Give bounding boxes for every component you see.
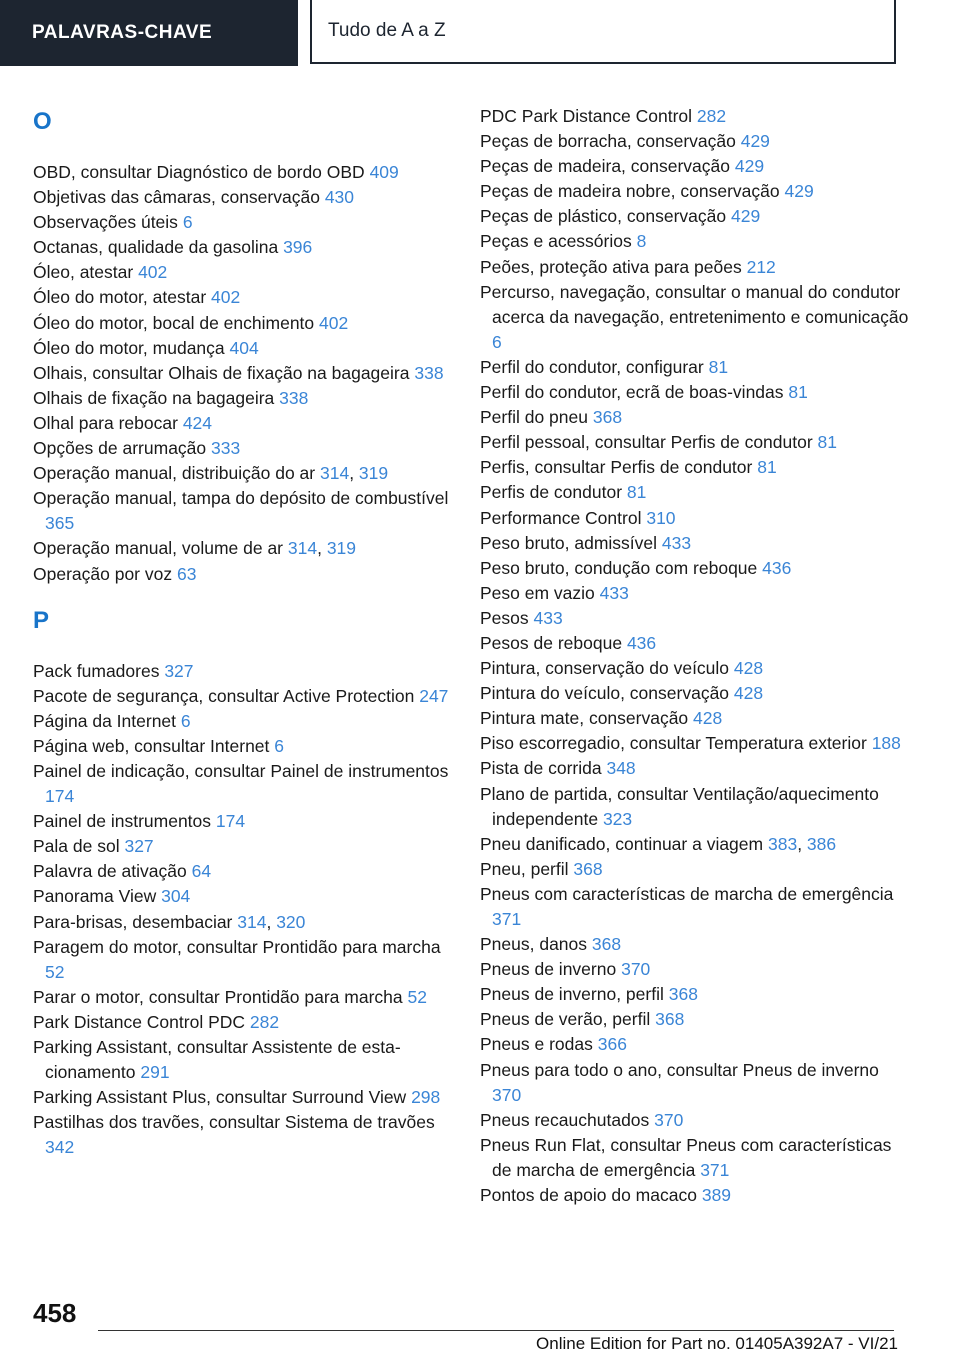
page-link[interactable]: 402: [138, 262, 168, 283]
page-link[interactable]: 81: [817, 432, 838, 453]
entry-term: Pista de corrida: [480, 758, 602, 779]
entry-term: Pneus, danos: [480, 934, 588, 955]
entry-term: Pneus com características de marcha de emergência: [480, 883, 894, 904]
page-link[interactable]: 327: [124, 836, 154, 857]
entry-term: Peso bruto, admissível: [480, 532, 658, 553]
index-entry: [480, 430, 910, 455]
index-entry: [33, 859, 453, 884]
index-entry: [33, 361, 453, 386]
index-entry: [480, 280, 910, 355]
section-tab: [0, 0, 298, 66]
page-link[interactable]: 404: [229, 337, 259, 358]
index-entry: [480, 731, 910, 756]
entry-term: Peças de madeira, conservação: [480, 156, 730, 177]
entry-term: Óleo do motor, mudança: [33, 337, 225, 358]
page-link[interactable]: 370: [621, 959, 651, 980]
page-link[interactable]: 386: [806, 833, 837, 854]
page-link[interactable]: 368: [591, 934, 622, 955]
page-link[interactable]: 409: [369, 162, 399, 182]
page-link[interactable]: 81: [626, 482, 647, 503]
page-link[interactable]: 370: [654, 1109, 684, 1130]
page-link[interactable]: 368: [573, 858, 603, 879]
index-entry: [480, 857, 910, 882]
index-entry: [480, 1058, 910, 1108]
page-link[interactable]: 365: [45, 513, 75, 534]
entry-term: Olhais de fixação na bagageira: [33, 387, 275, 408]
entry-term: Pintura do veículo, conservação: [480, 683, 730, 704]
index-entry: [33, 311, 453, 336]
index-entry: [33, 759, 453, 809]
entry-term: Pneus de verão, perfil: [480, 1009, 651, 1030]
entry-term: Operação manual, distribuição do ar: [33, 463, 316, 484]
index-entry: [480, 229, 910, 254]
page-link[interactable]: 310: [646, 507, 676, 528]
entry-term: Peças de madeira nobre, conservação: [480, 181, 780, 202]
page-link[interactable]: 383: [767, 833, 798, 854]
index-entry: [33, 709, 453, 734]
entry-term: PDC Park Distance Control: [480, 106, 693, 126]
index-entry: [33, 834, 453, 859]
page-link[interactable]: 436: [762, 557, 792, 578]
page-link[interactable]: 429: [784, 181, 814, 202]
index-entry: [33, 160, 453, 185]
page-link[interactable]: 247: [419, 685, 449, 706]
section-title: PALAVRAS-CHAVE: [32, 22, 213, 43]
entry-term: Pneus para todo o ano, consultar Pneus de inverno: [480, 1059, 879, 1080]
index-entry: Operação manual, volume de ar 314, 319: [33, 538, 357, 559]
section-letter: O: [33, 108, 52, 135]
entry-term: Percurso, navegação, consultar o manual do condutor acerca da navegação, entretenimento e comunicação: [480, 281, 909, 327]
page-link[interactable]: 314: [319, 463, 350, 484]
page-link[interactable]: 282: [249, 1011, 280, 1032]
index-entry: [33, 235, 453, 260]
entry-term: Pastilhas dos travões, consultar Sistema de travões: [33, 1112, 435, 1133]
index-entry: [33, 285, 453, 310]
page-link[interactable]: 371: [700, 1159, 730, 1180]
index-entry: [480, 179, 910, 204]
index-entry: [33, 809, 453, 834]
entry-term: Peso em vazio: [480, 582, 595, 603]
edition-note: Online Edition for Part no. 01405A392A7 - VI/21: [536, 1334, 898, 1353]
index-entry: [33, 884, 453, 909]
page-link[interactable]: 319: [358, 463, 389, 484]
entry-term: Pala de sol: [33, 836, 120, 857]
index-entry: [33, 411, 453, 436]
page-link[interactable]: 174: [215, 811, 246, 832]
index-entry: Para-brisas, desembaciar 314, 320: [33, 911, 306, 932]
entry-term: OBD, consultar Diagnóstico de bordo OBD: [33, 162, 365, 182]
entry-term: Perfil do pneu: [480, 407, 588, 428]
page-link[interactable]: 64: [191, 861, 212, 882]
index-entry: [480, 480, 910, 505]
entry-term: Pacote de segurança, consultar Active Protection: [33, 685, 415, 706]
index-entry: [480, 606, 910, 631]
page-link[interactable]: 188: [871, 733, 901, 754]
entry-term: Perfis, consultar Perfis de condutor: [480, 457, 753, 478]
index-entry: [33, 562, 453, 587]
page-link[interactable]: 212: [746, 256, 776, 277]
entry-term: Piso escorregadio, consultar Temperatura exterior: [480, 733, 867, 754]
page-number: 458: [33, 1298, 77, 1328]
page-link[interactable]: 6: [180, 710, 191, 731]
index-right-column: [480, 104, 910, 1208]
index-entry: [33, 1035, 453, 1085]
page-link[interactable]: 81: [708, 356, 729, 377]
entry-term: Óleo do motor, atestar: [33, 287, 207, 308]
entry-term: Óleo do motor, bocal de enchimento: [33, 312, 315, 333]
index-entry: [480, 506, 910, 531]
index-entry: [480, 1108, 910, 1133]
page-link[interactable]: 424: [182, 412, 213, 433]
index-entry: [480, 355, 910, 380]
entry-term: Parking Assistant Plus, consultar Surround View: [33, 1087, 407, 1108]
entry-term: Painel de indicação, consultar Painel de instrumentos: [33, 760, 449, 781]
page-link[interactable]: 63: [176, 563, 197, 584]
page-link[interactable]: 298: [411, 1087, 441, 1108]
entry-term: Peças de plástico, conservação: [480, 206, 727, 227]
index-entry: [480, 1007, 910, 1032]
index-entry: [33, 210, 453, 235]
index-entry: [33, 386, 453, 411]
index-entry: [33, 659, 453, 684]
entry-term: Pneus de inverno, perfil: [480, 984, 664, 1005]
entry-term: Para-brisas, desembaciar: [33, 911, 233, 932]
page-link[interactable]: 81: [757, 457, 777, 478]
entry-term: Observações úteis: [33, 212, 178, 233]
index-entry: [480, 882, 910, 932]
entry-term: Página web, consultar Internet: [33, 735, 270, 756]
index-entry: [480, 129, 910, 154]
page-link[interactable]: 348: [606, 758, 636, 779]
entry-term: Página da Internet: [33, 710, 177, 731]
page-link[interactable]: 338: [279, 387, 309, 408]
page-link[interactable]: 368: [592, 407, 623, 428]
page-link[interactable]: 6: [274, 735, 285, 756]
page-link[interactable]: 6: [492, 331, 502, 352]
entry-term: Parar o motor, consultar Prontidão para marcha: [33, 986, 403, 1007]
index-entry: [33, 260, 453, 285]
index-entry: [33, 684, 453, 709]
entry-term: Pneu danificado, continuar a viagem: [480, 833, 764, 854]
entry-term: Perfil do condutor, ecrã de boas-vindas: [480, 382, 784, 403]
entry-term: Pesos: [480, 607, 529, 628]
index-entry: [480, 681, 910, 706]
entry-term: Panorama View: [33, 886, 157, 907]
page-link[interactable]: 429: [734, 156, 765, 177]
footer-divider: [98, 1330, 894, 1331]
page-link[interactable]: 429: [731, 206, 761, 227]
page-link[interactable]: 370: [492, 1084, 522, 1105]
page-link[interactable]: 174: [45, 786, 75, 807]
entry-term: Pneus e rodas: [480, 1034, 593, 1055]
page-link[interactable]: 433: [533, 607, 563, 628]
index-entry: [480, 380, 910, 405]
page-link[interactable]: 342: [45, 1137, 75, 1158]
page-link[interactable]: 396: [283, 237, 313, 258]
index-entry: [33, 1110, 453, 1160]
entry-term: Pneus Run Flat, consultar Pneus com características de marcha de emergência: [480, 1134, 892, 1180]
index-entry: [480, 455, 910, 480]
subsection-tab: [310, 0, 896, 64]
entry-term: Parking Assistant, consultar Assistente de estacionamento: [33, 1037, 401, 1083]
page-link[interactable]: 81: [788, 382, 808, 403]
page-link[interactable]: 368: [668, 984, 698, 1005]
entry-term: Óleo, atestar: [33, 262, 134, 283]
entry-term: Plano de partida, consultar Ventilação/aquecimento independente: [480, 783, 879, 829]
page-link[interactable]: 429: [740, 131, 770, 152]
entry-term: Park Distance Control PDC: [33, 1011, 246, 1032]
entry-term: Pneus de inverno: [480, 959, 617, 980]
index-entry: [480, 556, 910, 581]
entry-term: Paragem do motor, consultar Prontidão para marcha: [33, 936, 441, 957]
page-link[interactable]: 323: [602, 808, 633, 829]
page-link[interactable]: 52: [45, 961, 65, 982]
entry-term: Peças e acessórios: [480, 231, 632, 252]
page-link[interactable]: 371: [492, 909, 522, 929]
index-entry: [480, 1032, 910, 1057]
index-entry: Pneu danificado, continuar a viagem 383, 386: [480, 833, 837, 854]
entry-term: Operação manual, tampa do depósito de combustível: [33, 488, 449, 509]
page-link[interactable]: 368: [655, 1009, 685, 1030]
entry-term: Peso bruto, condução com reboque: [480, 557, 758, 578]
index-entry: [480, 104, 910, 129]
entry-term: Peões, proteção ativa para peões: [480, 256, 742, 277]
index-entry: [33, 185, 453, 210]
page-link[interactable]: 52: [407, 986, 427, 1007]
entry-term: Pintura mate, conservação: [480, 708, 689, 729]
section-letter: P: [33, 606, 50, 634]
page-link[interactable]: 314: [237, 911, 267, 932]
index-entry: [480, 255, 910, 280]
page-link[interactable]: 291: [140, 1062, 170, 1083]
page-link[interactable]: 428: [733, 683, 764, 704]
index-entry: [33, 336, 453, 361]
index-entry: [33, 935, 453, 985]
page-link[interactable]: 6: [182, 212, 193, 233]
index-entry: [33, 985, 453, 1010]
index-entry: [480, 782, 910, 832]
page-link[interactable]: 433: [599, 582, 629, 603]
index-entry: [480, 706, 910, 731]
page-link[interactable]: 389: [701, 1185, 732, 1206]
index-entry: [33, 1010, 453, 1035]
index-entry: [33, 436, 453, 461]
entry-term: Pneus recauchutados: [480, 1109, 650, 1130]
entry-term: Palavra de ativação: [33, 861, 187, 882]
page-link[interactable]: 433: [661, 532, 692, 553]
page-link[interactable]: 333: [211, 438, 241, 459]
entry-term: Painel de instrumentos: [33, 811, 212, 832]
page-link[interactable]: 319: [326, 538, 357, 559]
page-link[interactable]: 320: [276, 911, 306, 932]
entry-term: Perfil do condutor, configurar: [480, 356, 704, 377]
entry-term: Perfil pessoal, consultar Perfis de condutor: [480, 432, 813, 453]
index-entry: [480, 656, 910, 681]
index-entry: [480, 982, 910, 1007]
subsection-title: Tudo de A a Z: [328, 20, 446, 41]
entry-term: Olhal para rebocar: [33, 412, 178, 433]
page-link[interactable]: 436: [626, 632, 657, 653]
index-entry: [480, 932, 910, 957]
page-link[interactable]: 430: [324, 187, 355, 208]
index-entry: Operação manual, distribuição do ar 314, 319: [33, 463, 389, 484]
entry-term: Operação manual, volume de ar: [33, 538, 283, 559]
page-link[interactable]: 314: [287, 538, 318, 559]
index-entry: [480, 581, 910, 606]
page-link[interactable]: 327: [164, 660, 194, 681]
index-left-column: [33, 100, 453, 1160]
page-link[interactable]: 428: [693, 708, 723, 729]
page-link[interactable]: 402: [211, 287, 241, 308]
page-link[interactable]: 402: [319, 312, 349, 333]
page-link[interactable]: 428: [733, 658, 764, 679]
entry-term: Pesos de reboque: [480, 632, 623, 653]
page-link[interactable]: 8: [636, 231, 647, 252]
page-link[interactable]: 282: [696, 106, 727, 126]
entry-term: Peças de borracha, conservação: [480, 131, 736, 152]
entry-term: Olhais, consultar Olhais de fixação na bagageira: [33, 362, 410, 383]
index-entry: [480, 154, 910, 179]
index-entry: [33, 1085, 453, 1110]
page-header: [0, 0, 960, 66]
page-link[interactable]: 366: [597, 1034, 627, 1055]
entry-term: Operação por voz: [33, 563, 173, 584]
entry-term: Opções de arrumação: [33, 438, 207, 459]
index-entry: [33, 734, 453, 759]
entry-term: Pintura, conservação do veículo: [480, 658, 730, 679]
index-entry: [480, 204, 910, 229]
index-entry: [480, 405, 910, 430]
index-entry: [480, 1183, 910, 1208]
index-entry: [480, 756, 910, 781]
entry-term: Pontos de apoio do macaco: [480, 1185, 697, 1206]
entry-term: Objetivas das câmaras, conservação: [33, 187, 320, 208]
index-entry: [480, 957, 910, 982]
page-link[interactable]: 338: [414, 362, 444, 383]
entry-term: Pack fumadores: [33, 660, 160, 681]
index-entry: [480, 631, 910, 656]
index-entry: [480, 1133, 910, 1183]
entry-term: Pneu, perfil: [480, 858, 569, 879]
index-entry: [480, 531, 910, 556]
index-entry: [33, 486, 453, 536]
page-link[interactable]: 304: [161, 886, 191, 907]
entry-term: Octanas, qualidade da gasolina: [33, 237, 279, 258]
entry-term: Perfis de condutor: [480, 482, 623, 503]
entry-term: Performance Control: [480, 507, 642, 528]
